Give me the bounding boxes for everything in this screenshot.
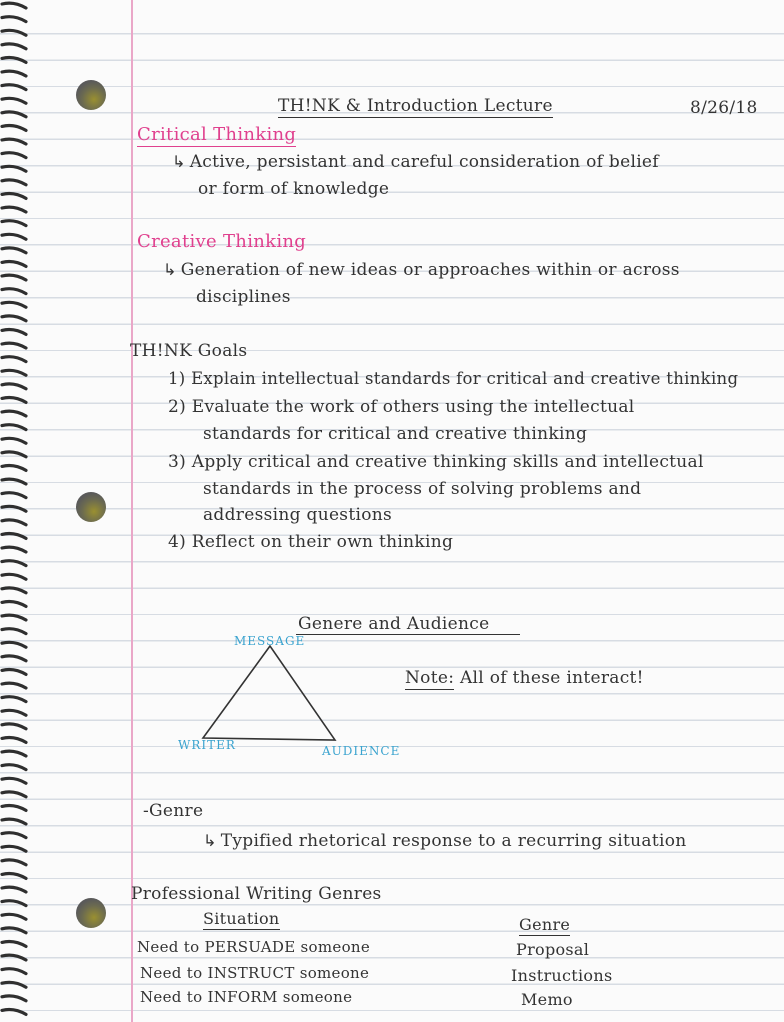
spiral-coil bbox=[2, 452, 26, 457]
spiral-coil bbox=[2, 520, 26, 525]
return-arrow-icon: ↳ bbox=[163, 260, 177, 279]
binder-hole bbox=[76, 492, 106, 522]
spiral-coil bbox=[2, 846, 26, 851]
spiral-coil bbox=[2, 180, 26, 185]
spiral-coil bbox=[2, 153, 26, 158]
triangle-label-audience: AUDIENCE bbox=[322, 744, 401, 758]
creative-def-text: Generation of new ideas or approaches within or across bbox=[180, 260, 680, 280]
spiral-coil bbox=[2, 302, 26, 307]
spiral-coil bbox=[2, 316, 26, 321]
spiral-coil bbox=[2, 751, 26, 756]
professional-heading: Professional Writing Genres bbox=[131, 884, 382, 904]
spiral-coil bbox=[2, 44, 26, 49]
table-row-situation: Need to PERSUADE someone bbox=[137, 938, 371, 956]
return-arrow-icon: ↳ bbox=[172, 152, 186, 171]
spiral-coil bbox=[2, 58, 26, 63]
critical-thinking-def-1 bbox=[172, 152, 659, 172]
spiral-coil bbox=[2, 221, 26, 226]
spiral-coil bbox=[2, 588, 26, 593]
genre-audience-heading-text: Genere and Audience bbox=[298, 614, 490, 634]
spiral-coil bbox=[2, 955, 26, 960]
goals-heading: TH!NK Goals bbox=[130, 341, 248, 361]
goal-item: 3) Apply critical and creative thinking skills and intellectual bbox=[168, 452, 704, 472]
column-header-situation: Situation bbox=[203, 909, 280, 928]
binder-hole bbox=[76, 80, 106, 110]
genre-definition-text: Typified rhetorical response to a recurring situation bbox=[220, 831, 687, 851]
table-row-genre: Proposal bbox=[516, 940, 590, 959]
genre-audience-heading bbox=[298, 614, 489, 634]
spiral-binding bbox=[0, 0, 30, 1022]
spiral-coil bbox=[2, 996, 26, 1001]
spiral-coil bbox=[2, 615, 26, 620]
spiral-coil bbox=[2, 670, 26, 675]
spiral-coil bbox=[2, 262, 26, 267]
table-row-genre: Instructions bbox=[511, 966, 613, 985]
table-row-situation: Need to INSTRUCT someone bbox=[140, 964, 370, 982]
page-title: TH!NK & Introduction Lecture bbox=[278, 96, 553, 116]
spiral-coil bbox=[2, 656, 26, 661]
genre-audience-underline bbox=[296, 634, 520, 635]
spiral-coil bbox=[2, 370, 26, 375]
spiral-coil bbox=[2, 112, 26, 117]
critical-def-text: Active, persistant and careful consideration of belief bbox=[189, 152, 659, 172]
goal-item: standards for critical and creative thinking bbox=[203, 424, 588, 444]
spiral-coil bbox=[2, 275, 26, 280]
spiral-coil bbox=[2, 724, 26, 729]
spiral-coil bbox=[2, 697, 26, 702]
spiral-coil bbox=[2, 602, 26, 607]
spiral-coil bbox=[2, 289, 26, 294]
spiral-coil bbox=[2, 479, 26, 484]
goal-item: standards in the process of solving problems and bbox=[203, 479, 642, 499]
spiral-coil bbox=[2, 765, 26, 770]
spiral-coil bbox=[2, 98, 26, 103]
column-header-genre: Genre bbox=[519, 915, 571, 934]
spiral-coil bbox=[2, 166, 26, 171]
spiral-coil bbox=[2, 234, 26, 239]
spiral-coil bbox=[2, 887, 26, 892]
page-date: 8/26/18 bbox=[690, 98, 758, 118]
spiral-coil bbox=[2, 792, 26, 797]
creative-thinking-def-2: disciplines bbox=[196, 287, 291, 307]
spiral-coil bbox=[2, 493, 26, 498]
spiral-coil bbox=[2, 901, 26, 906]
spiral-coil bbox=[2, 30, 26, 35]
binder-hole bbox=[76, 898, 106, 928]
spiral-coil bbox=[2, 833, 26, 838]
spiral-coil bbox=[2, 466, 26, 471]
spiral-coil bbox=[2, 17, 26, 22]
spiral-coil bbox=[2, 330, 26, 335]
note-text: All of these interact! bbox=[459, 668, 644, 688]
creative-thinking-def-1 bbox=[163, 260, 680, 280]
spiral-coil bbox=[2, 806, 26, 811]
goal-item: 4) Reflect on their own thinking bbox=[168, 532, 454, 552]
spiral-coil bbox=[2, 874, 26, 879]
critical-thinking-def-2: or form of knowledge bbox=[198, 179, 390, 199]
spiral-coil bbox=[2, 710, 26, 715]
spiral-coil bbox=[2, 969, 26, 974]
spiral-coil bbox=[2, 860, 26, 865]
spiral-coil bbox=[2, 683, 26, 688]
spiral-coil bbox=[2, 506, 26, 511]
spiral-coil bbox=[2, 914, 26, 919]
spiral-coil bbox=[2, 384, 26, 389]
triangle-label-message: MESSAGE bbox=[234, 634, 306, 648]
margin-line bbox=[131, 0, 133, 1022]
spiral-coil bbox=[2, 194, 26, 199]
triangle-label-writer: WRITER bbox=[178, 738, 236, 752]
spiral-coil bbox=[2, 982, 26, 987]
spiral-coil bbox=[2, 534, 26, 539]
spiral-coil bbox=[2, 738, 26, 743]
spiral-coil bbox=[2, 778, 26, 783]
spiral-coil bbox=[2, 629, 26, 634]
goal-item: 2) Evaluate the work of others using the intellectual bbox=[168, 397, 635, 417]
genre-heading: -Genre bbox=[143, 801, 204, 821]
spiral-coil bbox=[2, 71, 26, 76]
rhetorical-triangle bbox=[195, 640, 345, 745]
spiral-coil bbox=[2, 207, 26, 212]
spiral-coil bbox=[2, 411, 26, 416]
spiral-coil bbox=[2, 942, 26, 947]
genre-definition bbox=[203, 831, 687, 851]
spiral-coil bbox=[2, 248, 26, 253]
spiral-coil bbox=[2, 357, 26, 362]
creative-thinking-heading: Creative Thinking bbox=[137, 231, 307, 252]
spiral-coil bbox=[2, 574, 26, 579]
spiral-coil bbox=[2, 547, 26, 552]
spiral-coil bbox=[2, 561, 26, 566]
spiral-coil bbox=[2, 343, 26, 348]
spiral-coil bbox=[2, 85, 26, 90]
spiral-coil bbox=[2, 438, 26, 443]
spiral-coil bbox=[2, 398, 26, 403]
goal-item: 1) Explain intellectual standards for critical and creative thinking bbox=[168, 369, 739, 388]
spiral-coil bbox=[2, 3, 26, 8]
spiral-coil bbox=[2, 642, 26, 647]
critical-thinking-heading: Critical Thinking bbox=[137, 124, 297, 145]
table-row-situation: Need to INFORM someone bbox=[140, 988, 353, 1006]
note bbox=[405, 668, 644, 688]
note-label: Note: bbox=[405, 668, 455, 688]
spiral-coil bbox=[2, 425, 26, 430]
spiral-coil bbox=[2, 126, 26, 131]
goal-item: addressing questions bbox=[203, 505, 392, 525]
return-arrow-icon: ↳ bbox=[203, 831, 217, 850]
spiral-coil bbox=[2, 819, 26, 824]
spiral-coil bbox=[2, 1010, 26, 1015]
spiral-coil bbox=[2, 139, 26, 144]
spiral-coil bbox=[2, 928, 26, 933]
table-row-genre: Memo bbox=[521, 990, 573, 1009]
